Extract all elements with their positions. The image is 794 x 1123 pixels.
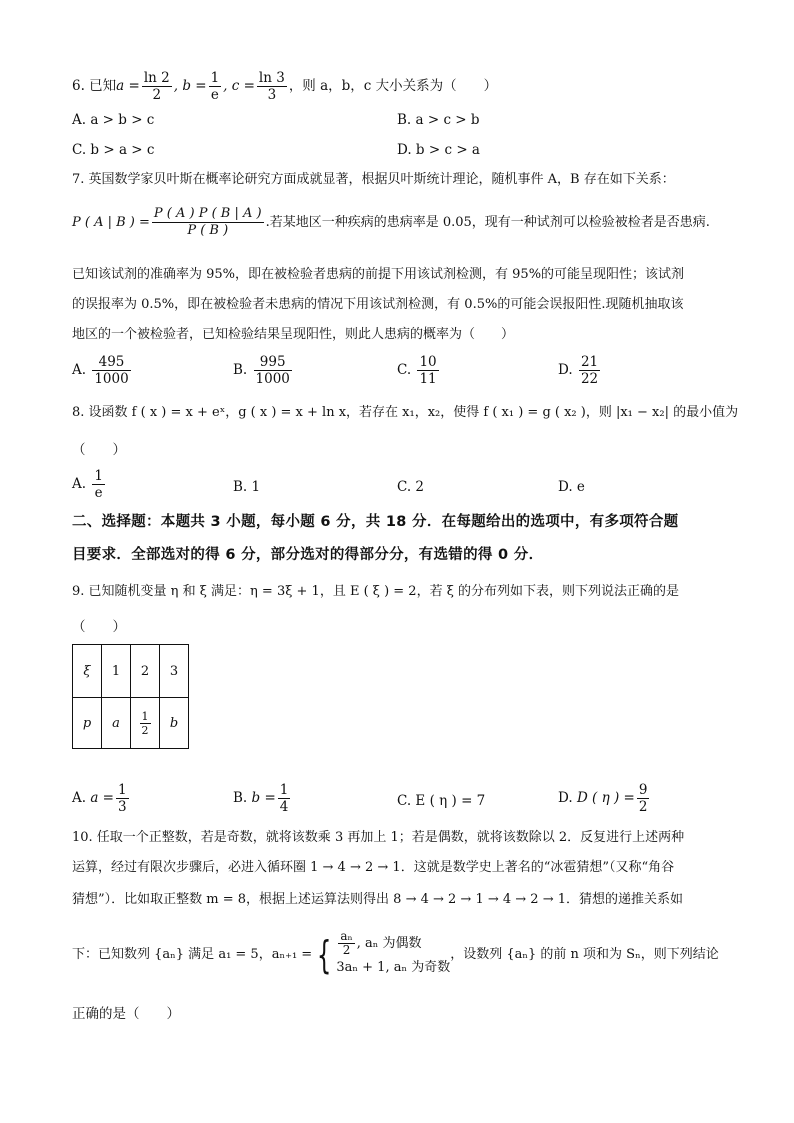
table-row: [73, 698, 189, 749]
table-row: [73, 645, 189, 698]
q10-recurrence-line: [72, 930, 734, 979]
q8-line2: （ ）: [72, 442, 126, 458]
q7-line3: 已知该试剂的准确率为 95%，即在被检验者患病的前提下用该试剂检测，有 95%的可能呈现阳性；该试剂: [72, 267, 685, 282]
q7-line4: 的误报率为 0.5%，即在被检验者未患病的情况下用该试剂检测，有 0.5%的可能会误报阳性.现随机抽取该: [72, 297, 684, 312]
q9-line1: 9. 已知随机变量 η 和 ξ 满足：η = 3ξ + 1，且 E ( ξ ) = 2，若 ξ 的分布列如下表，则下列说法正确的是: [72, 584, 679, 599]
q10-recurrence-suffix: ，设数列 {aₙ} 的前 n 项和为 Sₙ，则下列结论: [450, 947, 719, 962]
q7-formula-tail: .若某地区一种疾病的患病率是 0.05，现有一种试剂可以检验被检者是否患病.: [265, 215, 710, 230]
q7-line1: 7. 英国数学家贝叶斯在概率论研究方面成就显著，根据贝叶斯统计理论，随机事件 A，B 存在如下关系：: [72, 172, 675, 187]
q10-line1: 10. 任取一个正整数，若是奇数，就将该数乘 3 再加上 1；若是偶数，就将该数除以 2．反复进行上述两种: [72, 830, 685, 845]
table-cell: $\frac{1}{2}$: [131, 698, 160, 749]
q8-line1: 8. 设函数 f ( x ) = x + eˣ，g ( x ) = x + ln x，若存在 x₁，x₂，使得 f ( x₁ ) = g ( x₂ )，则 |x₁ − x₂| 的最小值为: [72, 405, 739, 420]
q8-option-b: B. 1: [233, 479, 261, 495]
left-brace: {: [317, 932, 332, 977]
table-cell: ξ: [73, 645, 102, 698]
q9-option-b: B. b = $\frac{1}{4}$: [233, 782, 289, 815]
bayes-formula-lhs: P ( A | B ) =: [72, 215, 150, 230]
q10-line3: 猜想”）．比如取正整数 m = 8，根据上述运算法则得出 8 → 4 → 2 → 1 → 4 → 2 → 1．猜想的递推关系如: [72, 892, 684, 907]
table-cell: a: [102, 698, 131, 749]
q10-recurrence-prefix: 下：已知数列 {aₙ} 满足 a₁ = 5，aₙ₊₁ =: [72, 947, 313, 962]
q7-option-b: B. $\frac{995}{1000}$: [233, 354, 290, 387]
section2-heading-line2: 目要求．全部选对的得 6 分，部分选对的得部分分，有选错的得 0 分．: [72, 547, 544, 563]
q6-c-fraction: $\frac{\ln 3}{3}$: [258, 70, 285, 103]
table-cell: 2: [131, 645, 160, 698]
q8-option-c: C. 2: [397, 479, 425, 495]
q8-option-d: D. e: [558, 479, 585, 495]
q9-option-d: D. D ( η ) = $\frac{9}{2}$: [558, 782, 648, 815]
q6-stem: [72, 70, 734, 103]
q6-option-a: A. a > b > c: [72, 112, 155, 128]
q7-line5: 地区的一个被检验者，已知检验结果呈现阳性，则此人患病的概率为（ ）: [72, 327, 515, 342]
table-cell: 3: [160, 645, 189, 698]
q6-option-c: C. b > a > c: [72, 142, 155, 158]
table-cell: b: [160, 698, 189, 749]
section2-heading-line1: 二、选择题：本题共 3 小题，每小题 6 分，共 18 分．在每题给出的选项中，有多项符合题: [72, 514, 679, 530]
q6-option-b: B. a > c > b: [397, 112, 480, 128]
q9-line2: （ ）: [72, 619, 126, 635]
q6-a-lhs: a =: [116, 78, 140, 94]
table-cell: p: [73, 698, 102, 749]
q6-b-lhs: , b =: [173, 78, 207, 94]
q10-line5: 正确的是（ ）: [72, 1006, 180, 1022]
q7-option-c: C. $\frac{10}{11}$: [397, 354, 437, 387]
recurrence-cases: $\frac{\text{aₙ}}{2}$ , aₙ 为偶数 3aₙ + 1, aₙ 为奇数: [336, 929, 451, 975]
table-cell: 1: [102, 645, 131, 698]
q8-option-a: A. $\frac{1}{e}$: [72, 468, 103, 501]
q9-option-c: C. E ( η ) = 7: [397, 793, 486, 809]
q6-b-fraction: $\frac{1}{e}$: [210, 70, 220, 103]
q6-option-d: D. b > c > a: [397, 142, 480, 158]
q6-prefix: 6. 已知: [72, 78, 117, 94]
q6-a-fraction: $\frac{\ln 2}{2}$: [143, 70, 170, 103]
q7-formula-line: [72, 206, 734, 239]
distribution-table: [72, 644, 189, 749]
q9-option-a: A. a = $\frac{1}{3}$: [72, 782, 127, 815]
q7-option-d: D. $\frac{21}{22}$: [558, 354, 599, 387]
q6-suffix: ，则 a，b，c 大小关系为（ ）: [288, 78, 498, 94]
bayes-formula-fraction: $\frac{P ( A ) P ( B | A )}{P ( B )}$: [153, 206, 262, 238]
q10-line2: 运算，经过有限次步骤后，必进入循环圈 1 → 4 → 2 → 1．这就是数学史上著名的“冰雹猜想”（又称“角谷: [72, 860, 675, 875]
q6-c-lhs: , c =: [223, 78, 255, 94]
q7-option-a: A. $\frac{495}{1000}$: [72, 354, 129, 387]
